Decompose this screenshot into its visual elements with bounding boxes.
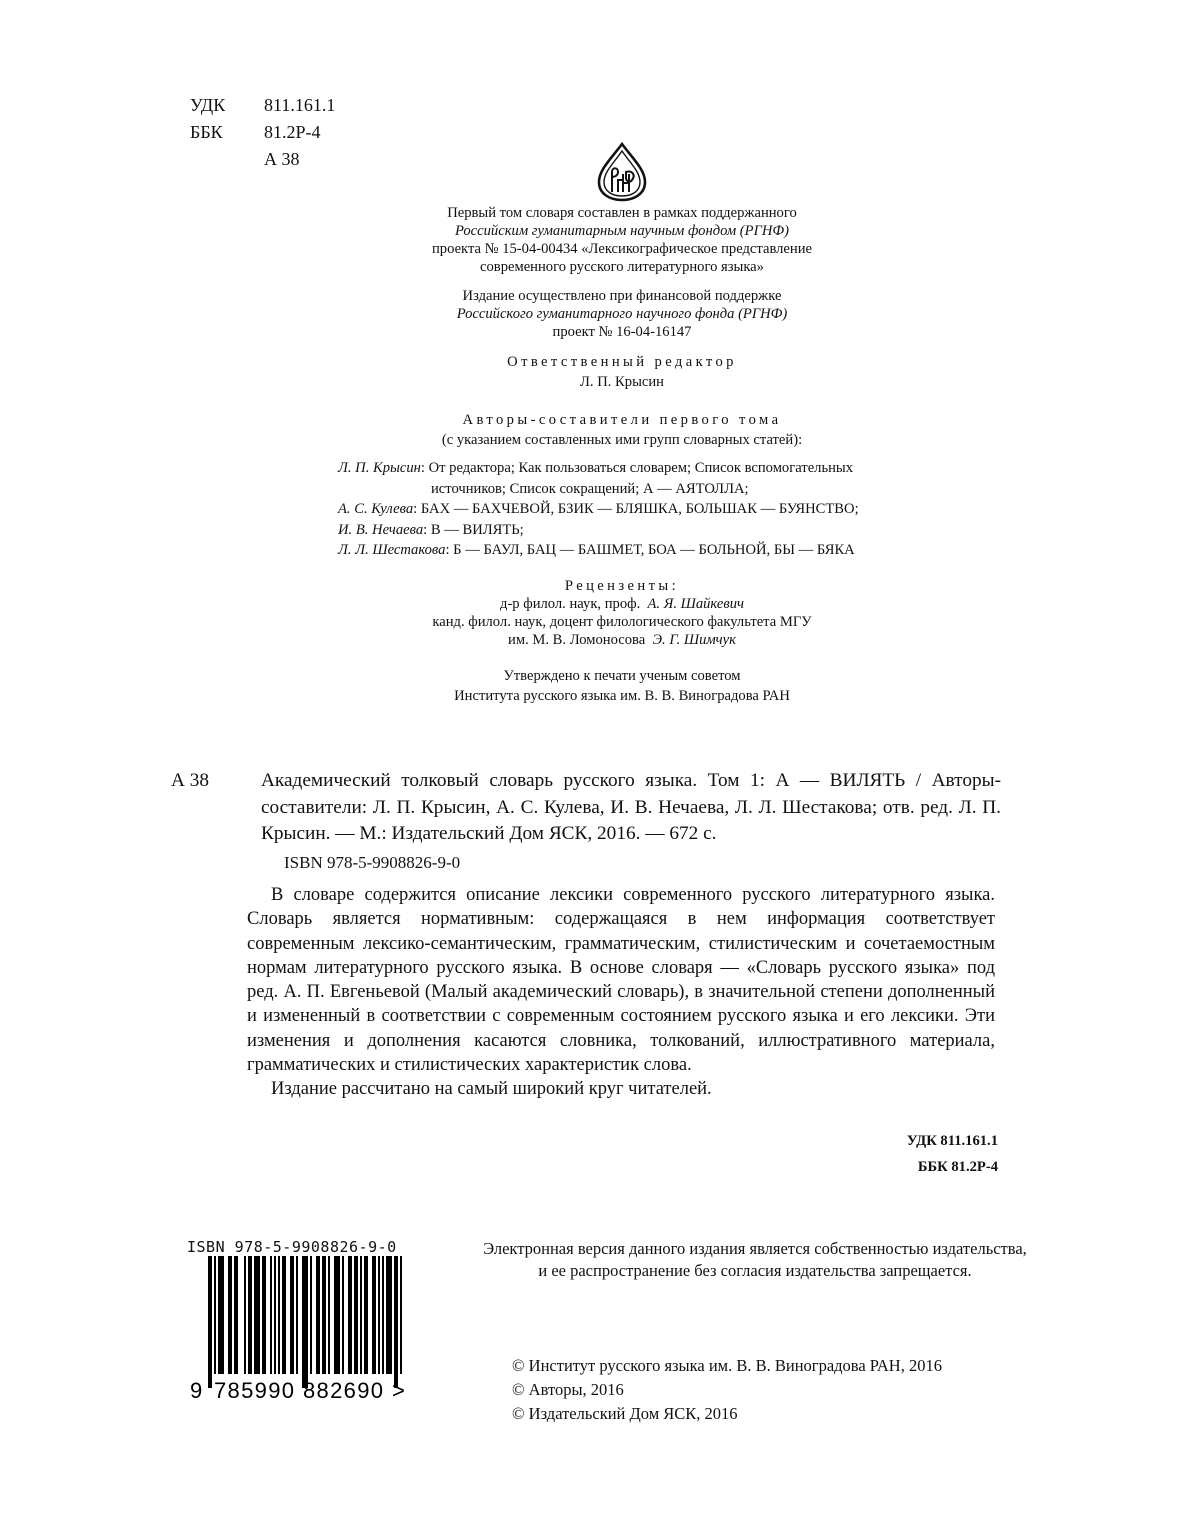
barcode-bar	[302, 1256, 304, 1388]
barcode-bar	[328, 1256, 330, 1374]
author-4-text: : Б — БАУЛ, БАЦ — БАШМЕТ, БОА — БОЛЬНОЙ, БЫ — БЯКА	[445, 542, 855, 558]
reviewer-2-line-1: канд. филол. наук, доцент филологического факультета МГУ	[432, 614, 812, 630]
reviewer-2-affiliation: им. М. В. Ломоносова	[508, 632, 646, 648]
barcode-first-digit: 9	[190, 1378, 203, 1403]
barcode-bar	[250, 1256, 252, 1374]
notice-line-2: и ее распространение без согласия издательства запрещается.	[538, 1261, 972, 1280]
abstract	[247, 883, 995, 1102]
barcode-bar	[336, 1256, 338, 1374]
author-mark: А 38	[264, 149, 300, 169]
barcode-bar	[354, 1256, 356, 1374]
barcode-bar	[236, 1256, 238, 1374]
barcode-bar	[284, 1256, 286, 1374]
barcode-bar	[256, 1256, 258, 1374]
bbk-row	[190, 119, 335, 146]
authors-list	[338, 458, 998, 561]
barcode-bar	[386, 1256, 388, 1374]
copyright-1: © Институт русского языка им. В. В. Виноградова РАН, 2016	[512, 1356, 942, 1375]
barcode-bar	[270, 1256, 272, 1374]
editor-heading: Ответственный редактор	[507, 354, 737, 370]
barcode-bar	[234, 1256, 236, 1374]
copyright-block	[512, 1354, 942, 1426]
barcode-bar	[306, 1256, 308, 1388]
barcode-bar	[278, 1256, 280, 1374]
barcode-bar	[396, 1256, 398, 1388]
barcode-bar	[230, 1256, 232, 1374]
electronic-notice	[440, 1238, 1070, 1282]
barcode-bar	[262, 1256, 264, 1374]
barcode-bar	[304, 1256, 306, 1388]
barcode-bar	[364, 1256, 366, 1374]
approval-line-1: Утверждено к печати ученым советом	[503, 668, 741, 684]
barcode-bar	[378, 1256, 380, 1374]
barcode	[188, 1256, 418, 1406]
barcode-bar	[244, 1256, 246, 1374]
bbk-value: 81.2Р-4	[264, 122, 321, 142]
biblio-mark: А 38	[171, 770, 210, 791]
barcode-bar	[248, 1256, 250, 1374]
rgnf-logo-icon	[596, 142, 648, 202]
barcode-bar	[210, 1256, 212, 1388]
barcode-bar	[208, 1256, 210, 1388]
barcode-isbn-label: ISBN 978-5-9908826-9-0	[187, 1238, 397, 1256]
barcode-bar	[218, 1256, 220, 1374]
reviewer-2-name: Э. Г. Шимчук	[652, 632, 736, 648]
author-2	[338, 499, 998, 520]
author-2-name: А. С. Кулева	[338, 501, 414, 517]
support-line-1: Издание осуществлено при финансовой поддержке	[462, 288, 782, 304]
author-1-cont: источников; Список сокращений; А — АЯТОЛЛА;	[431, 480, 749, 497]
approval-block	[300, 666, 944, 706]
barcode-bar	[394, 1256, 396, 1388]
authors-subheading: (с указанием составленных ими групп словарных статей):	[441, 432, 803, 448]
authors-heading-block	[300, 410, 944, 450]
editor-name: Л. П. Крысин	[580, 374, 664, 390]
reviewer-1	[300, 595, 944, 613]
author-1	[338, 458, 998, 479]
bottom-udk: УДК 811.161.1	[906, 1133, 998, 1149]
barcode-bar	[220, 1256, 222, 1374]
barcode-bar	[222, 1256, 224, 1374]
barcode-bar	[310, 1256, 312, 1374]
author-3-text: : В — ВИЛЯТЬ;	[423, 521, 524, 538]
barcode-bar	[350, 1256, 352, 1374]
barcode-bar	[282, 1256, 284, 1374]
funding-line-4: современного русского литературного языка»	[480, 259, 764, 275]
barcode-bar	[400, 1256, 402, 1374]
approval-line-2: Института русского языка им. В. В. Виноградова РАН	[454, 688, 790, 704]
bottom-codes	[820, 1128, 998, 1180]
author-mark-row	[190, 146, 335, 173]
barcode-bar	[374, 1256, 376, 1374]
funding-block	[300, 204, 944, 276]
barcode-group-2: 882690	[303, 1378, 383, 1403]
biblio-text: Академический толковый словарь русского языка. Том 1: А — ВИЛЯТЬ / Авторы-составители: Л. П. Крысин, А. С. Кулева, И. В. Нечаева, Л. Л. Шестакова; отв. ред. Л. П. Крысин. — М.: Издательский Дом ЯСК, 2016. — 672 с.	[261, 770, 1001, 844]
barcode-bar	[372, 1256, 374, 1374]
barcode-bar	[274, 1256, 276, 1374]
barcode-bar	[366, 1256, 368, 1374]
reviewer-1-text: д-р филол. наук, проф.	[500, 596, 641, 612]
classification-codes	[190, 92, 335, 173]
barcode-bar	[316, 1256, 318, 1374]
barcode-bar	[292, 1256, 294, 1374]
abstract-paragraph-2: Издание рассчитано на самый широкий круг читателей.	[271, 1079, 712, 1100]
udk-row	[190, 92, 335, 119]
reviewer-2-line-2	[300, 631, 944, 649]
barcode-bar	[342, 1256, 344, 1374]
reviewer-1-name: А. Я. Шайкевич	[647, 596, 744, 612]
barcode-bar	[348, 1256, 350, 1374]
barcode-arrow: >	[392, 1378, 405, 1403]
barcode-bar	[258, 1256, 260, 1374]
barcode-bar	[228, 1256, 230, 1374]
author-3	[338, 520, 998, 541]
barcode-bar	[390, 1256, 392, 1374]
barcode-bar	[338, 1256, 340, 1374]
notice-line-1: Электронная версия данного издания является собственностью издательства,	[483, 1239, 1027, 1258]
udk-value: 811.161.1	[264, 95, 336, 115]
barcode-bar	[382, 1256, 384, 1374]
publishing-support-block	[300, 287, 944, 341]
support-line-3: проект № 16-04-16147	[552, 324, 692, 340]
barcode-bar	[296, 1256, 298, 1374]
udk-label: УДК	[190, 95, 226, 115]
author-1-name: Л. П. Крысин	[338, 460, 421, 476]
copyright-3: © Издательский Дом ЯСК, 2016	[512, 1404, 738, 1423]
author-4	[338, 540, 998, 561]
barcode-bar	[334, 1256, 336, 1374]
author-3-name: И. В. Нечаева	[338, 521, 424, 538]
barcode-bar	[324, 1256, 326, 1374]
bottom-bbk: ББК 81.2Р-4	[917, 1159, 998, 1175]
abstract-paragraph-1: В словаре содержится описание лексики современного русского литературного языка. Словарь является нормативным: содержащаяся в нем информация соответствует современным лексико-семантическим, грамматическим, стилистическим и сочетаемостным нормам литературного русского языка. В основе словаря — «Словарь русского языка» под ред. А. П. Евгеньевой (Малый академический словарь), в значительной степени дополненный и измененный в соответствии с современным состоянием русского языка и его лексики. Эти изменения и дополнения касаются словника, толкований, иллюстративного материала, грамматических и стилистических характеристик слова.	[247, 885, 995, 1076]
barcode-bar	[322, 1256, 324, 1374]
barcode-bar	[388, 1256, 390, 1374]
authors-heading: Авторы-составители первого тома	[462, 412, 782, 428]
barcode-group-1: 785990	[214, 1378, 294, 1403]
barcode-bar	[264, 1256, 266, 1374]
isbn-text: ISBN 978-5-9908826-9-0	[284, 853, 461, 872]
reviewers-block	[300, 577, 944, 649]
author-2-text: : БАХ — БАХЧЕВОЙ, БЗИК — БЛЯШКА, БОЛЬШАК — БУЯНСТВО;	[413, 501, 859, 517]
bbk-label: ББК	[190, 122, 223, 142]
funding-line-2: Российским гуманитарным научным фондом (РГНФ)	[454, 223, 790, 239]
support-line-2: Российского гуманитарного научного фонда (РГНФ)	[456, 306, 788, 322]
author-4-name: Л. Л. Шестакова	[338, 542, 446, 558]
author-1-text: : От редактора; Как пользоваться словарем; Список вспомогательных	[420, 460, 854, 476]
funding-line-3: проекта № 15-04-00434 «Лексикографическое представление	[432, 241, 812, 257]
barcode-bar	[356, 1256, 358, 1374]
copyright-2: © Авторы, 2016	[512, 1380, 624, 1399]
funding-line-1: Первый том словаря составлен в рамках поддержанного	[447, 205, 797, 221]
barcode-bar	[214, 1256, 216, 1374]
barcode-bar	[254, 1256, 256, 1374]
barcode-bar	[318, 1256, 320, 1374]
editor-block	[300, 352, 944, 392]
reviewers-heading: Рецензенты:	[564, 578, 680, 594]
barcode-bars	[208, 1256, 402, 1388]
barcode-bar	[290, 1256, 292, 1374]
barcode-bar	[360, 1256, 362, 1374]
